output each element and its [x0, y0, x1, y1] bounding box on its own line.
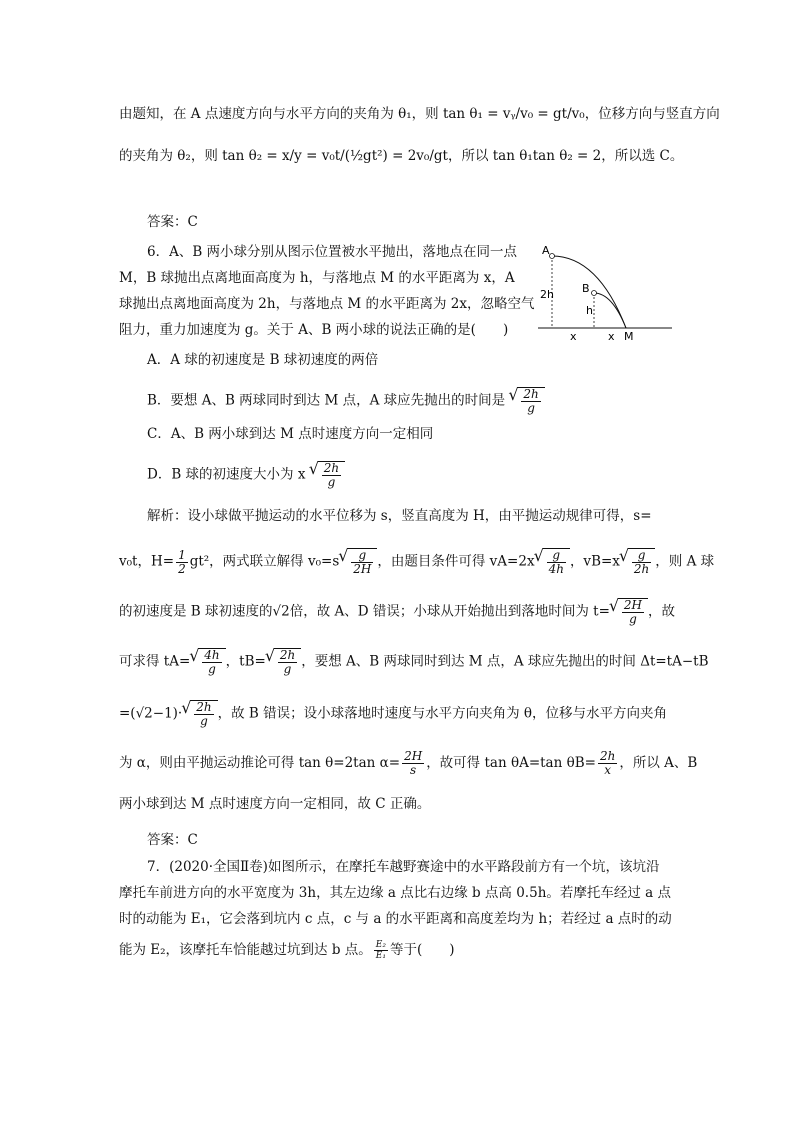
label-a: A	[542, 244, 550, 257]
solution-fragment: ，故 B 错误；设小球落地时速度与水平方向夹角为 θ，位移与水平方向夹角	[217, 705, 668, 722]
sqrt-g-2H: √ $\frac{g}{2H}$	[347, 548, 377, 576]
solution-text-line: 的夹角为 θ₂，则 tan θ₂ = x/y = v₀t/(½gt²) = 2v₀/gt，所以 tan θ₁tan θ₂ = 2，所以选 C。	[119, 148, 684, 164]
ball-b-icon	[592, 291, 597, 296]
question-7-line: 摩托车前进方向的水平宽度为 3h，其左边缘 a 点比右边缘 b 点高 0.5h。若摩托车经过 a 点	[119, 885, 672, 901]
label-b: B	[582, 282, 590, 295]
solution-line	[119, 648, 709, 676]
fraction-E2-E1: $\frac{\text{E₂}}{\text{E₁}}$	[375, 940, 386, 961]
solution-line	[119, 700, 679, 728]
solution-line	[119, 547, 715, 576]
sqrt-4h-g: √ $\frac{4h}{g}$	[198, 648, 225, 676]
sqrt-2h-g-tb: √ $\frac{2h}{g}$	[274, 648, 301, 676]
sqrt-g-2h: √ $\frac{g}{2h}$	[628, 548, 655, 576]
option-c: C．A、B 两小球到达 M 点时速度方向一定相同	[147, 426, 434, 442]
option-b	[147, 387, 545, 415]
option-d	[147, 461, 345, 489]
label-m: M	[624, 330, 634, 343]
solution-fragment: ，故	[648, 603, 675, 620]
label-h: h	[586, 304, 593, 317]
solution-fragment: 能为 E₂，该摩托车恰能越过坑到达 b 点。	[119, 942, 372, 958]
label-x-left: x	[570, 330, 577, 343]
solution-fragment: 等于( )	[389, 942, 455, 958]
option-d-text: D．B 球的初速度大小为 x	[147, 466, 306, 483]
solution-fragment: v₀t，H=	[119, 553, 175, 570]
trajectory-b	[594, 293, 626, 328]
solution-fragment: ，vB=x	[569, 553, 620, 570]
solution-text-line: 由题知，在 A 点速度方向与水平方向的夹角为 θ₁，则 tan θ₁ = vᵧ/v₀ = gt/v₀，位移方向与竖直方向	[119, 106, 720, 122]
solution-line: 解析：设小球做平抛运动的水平位移为 s，竖直高度为 H，由平抛运动规律可得，s=	[147, 508, 652, 524]
solution-fragment: ，由题目条件可得 vA=2x	[377, 553, 535, 570]
question-7-line	[119, 940, 679, 961]
solution-line	[119, 598, 679, 626]
sqrt-2H-g: √ $\frac{2H}{g}$	[618, 598, 648, 626]
ball-a-icon	[550, 254, 555, 259]
question-7-line: 时的动能为 E₁，它会落到坑内 c 点，c 与 a 的水平距离和高度差均为 h；若经过 a 点时的动	[119, 911, 672, 927]
solution-fragment: 的初速度是 B 球初速度的√2倍，故 A、D 错误；小球从开始抛出到落地时间为 t=	[119, 603, 610, 620]
sqrt-g-4h: √ $\frac{g}{4h}$	[543, 548, 570, 576]
fraction-2h-x: $\frac{2h}{x}$	[599, 749, 616, 777]
solution-fragment: gt²，两式联立解得 v₀=s	[189, 553, 340, 570]
solution-fragment: ，故可得 tan θA=tan θB=	[426, 755, 596, 771]
projectile-diagram	[538, 242, 678, 347]
solution-fragment: 为 α，则由平抛运动推论可得 tan θ=2tan α=	[119, 755, 401, 771]
question-6-line: M，B 球抛出点离地面高度为 h，与落地点 M 的水平距离为 x，A	[119, 270, 515, 286]
answer-label: 答案：C	[147, 832, 198, 848]
question-6-line: 6．A、B 两小球分别从图示位置被水平抛出，落地点在同一点	[147, 244, 518, 260]
solution-fragment: 可求得 tA=	[119, 653, 191, 670]
label-2h: 2h	[540, 288, 554, 301]
sqrt-2h-g-dt: √ $\frac{2h}{g}$	[190, 700, 217, 728]
sqrt-2h-g-d: √ $\frac{2h}{g}$	[318, 461, 345, 489]
solution-fragment: ，则 A 球	[655, 553, 715, 570]
option-b-text: B．要想 A、B 两球同时到达 M 点，A 球应先抛出的时间是	[147, 392, 506, 409]
solution-fragment: ，要想 A、B 两球同时到达 M 点，A 球应先抛出的时间 Δt=tA−tB	[301, 653, 709, 670]
solution-line: 两小球到达 M 点时速度方向一定相同，故 C 正确。	[119, 796, 431, 812]
answer-label: 答案：C	[147, 214, 198, 230]
solution-fragment: =(√2−1)·	[119, 705, 183, 722]
question-7-line: 7．(2020·全国Ⅱ卷)如图所示，在摩托车越野赛途中的水平路段前方有一个坑，该坑沿	[147, 859, 660, 875]
solution-line	[119, 749, 698, 777]
solution-fragment: ，tB=	[225, 653, 266, 670]
label-x-right: x	[608, 330, 615, 343]
fraction-2H-s: $\frac{2H}{s}$	[404, 749, 423, 777]
sqrt-2h-g: √ $\frac{2h}{g}$	[517, 387, 544, 415]
question-6-line: 阻力，重力加速度为 g。关于 A、B 两小球的说法正确的是( )	[119, 322, 509, 338]
fraction-half: $\frac{1}{2}$	[178, 547, 186, 576]
solution-fragment: ，所以 A、B	[619, 755, 698, 771]
question-6-line: 球抛出点离地面高度为 2h，与落地点 M 的水平距离为 2x，忽略空气	[119, 296, 535, 312]
option-a: A．A 球的初速度是 B 球初速度的两倍	[147, 352, 379, 368]
